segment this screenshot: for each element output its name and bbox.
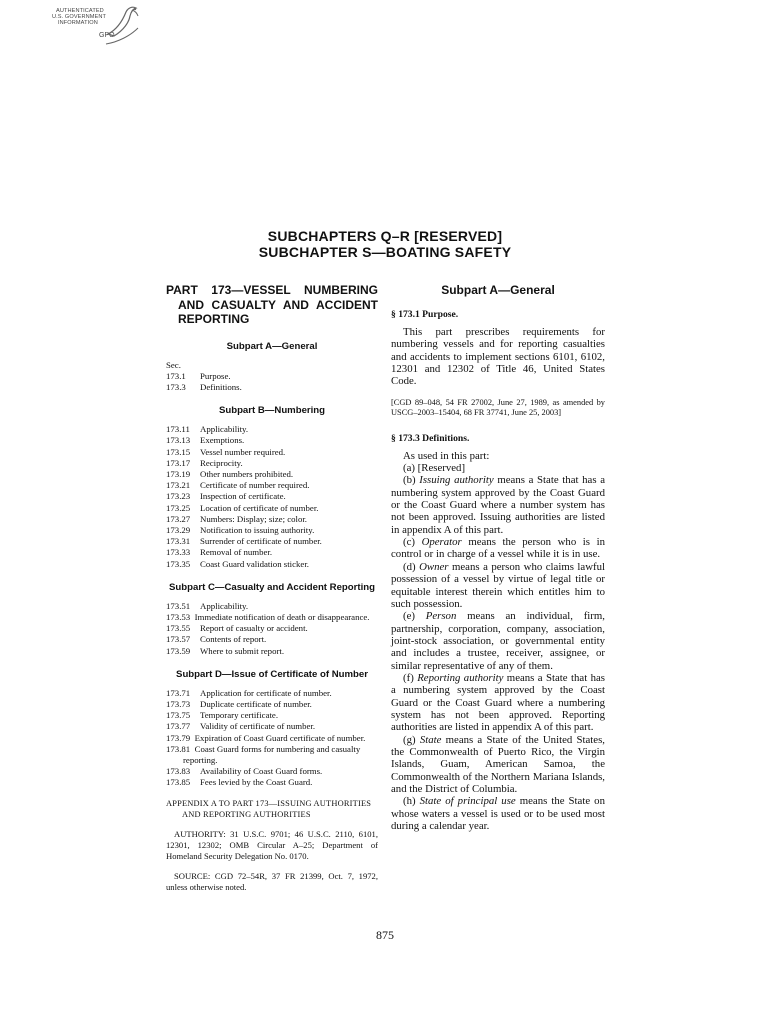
eagle-icon — [102, 4, 142, 46]
seal-line-2: U.S. GOVERNMENT — [52, 14, 107, 20]
toc-item-number: 173.3 — [166, 381, 186, 392]
toc-item — [166, 766, 378, 777]
toc-item-number: 173.53 — [166, 611, 191, 622]
toc-item-text: Temporary certificate. — [200, 710, 279, 721]
source-note: SOURCE: CGD 72–54R, 37 FR 21399, Oct. 7, 1972, unless otherwise noted. — [166, 871, 378, 893]
toc-item-text: Inspection of certificate. — [200, 491, 286, 502]
toc-item-number: 173.29 — [166, 524, 191, 535]
definition-f: (f) Reporting authority means a State that has a numbering system approved by the Coast Guard or the Coast Guard where a numbering system has not been approved. Reporting authorities are listed in appendix A of this part. — [391, 671, 605, 734]
toc-item-text: Fees levied by the Coast Guard. — [200, 777, 313, 788]
toc-item — [166, 514, 378, 525]
toc-item — [166, 744, 378, 766]
toc-item-number: 173.31 — [166, 536, 191, 547]
toc-item-text: Duplicate certificate of number. — [200, 698, 312, 709]
page-number: 875 — [376, 928, 394, 942]
toc-item — [166, 382, 378, 393]
definition-term: State of principal use — [419, 795, 516, 808]
toc-item-number: 173.27 — [166, 513, 191, 524]
toc-subpart-b — [166, 424, 378, 570]
toc-item — [166, 646, 378, 657]
toc-item-number: 173.23 — [166, 491, 191, 502]
toc-item-text: Applicability. — [200, 600, 249, 611]
toc-item-text: Definitions. — [200, 381, 242, 392]
definition-h: (h) State of principal use means the State on whose waters a vessel is used or to be used most during a calendar year. — [391, 795, 605, 833]
toc-item — [166, 688, 378, 699]
toc-item — [166, 491, 378, 502]
toc-item-number: 173.73 — [166, 698, 191, 709]
toc-item-number: 173.83 — [166, 766, 191, 777]
toc-subpart-a — [166, 360, 378, 394]
toc-item-text: Exemptions. — [200, 435, 245, 446]
toc-item — [166, 623, 378, 634]
toc-item — [166, 435, 378, 446]
regulation-text-column — [391, 283, 605, 832]
section-173-1-citation: [CGD 89–048, 54 FR 27002, June 27, 1989, as amended by USCG–2003–15404, 68 FR 37741, June 25, 2003] — [391, 397, 605, 418]
definition-term: Operator — [421, 536, 462, 549]
toc-item-number: 173.11 — [166, 424, 190, 435]
subchapter-heading-boating-safety: SUBCHAPTER S—BOATING SAFETY — [258, 244, 512, 260]
toc-item-number: 173.71 — [166, 687, 191, 698]
toc-item — [166, 559, 378, 570]
toc-item-text: Numbers: Display; size; color. — [200, 513, 308, 524]
toc-item-number: 173.19 — [166, 468, 191, 479]
toc-item-number: 173.57 — [166, 634, 191, 645]
toc-item-number: 173.15 — [166, 446, 191, 457]
toc-item-number: 173.35 — [166, 558, 191, 569]
toc-item-number: 173.85 — [166, 777, 191, 788]
definition-d: (d) Owner means a person who claims lawful possession of a vessel by virtue of legal title or equitable interest therein which entitles him to such possession. — [391, 560, 605, 610]
toc-item-text: Removal of number. — [200, 547, 273, 558]
definition-term: Owner — [419, 560, 449, 573]
toc-item — [166, 458, 378, 469]
toc-subpart-c — [166, 601, 378, 657]
toc-item-number: 173.81 — [166, 743, 191, 754]
definition-term: State — [419, 733, 442, 746]
toc-item-text: Certificate of number required. — [200, 480, 310, 491]
toc-subpart-c-title: Subpart C—Casualty and Accident Reporting — [169, 581, 375, 593]
toc-item — [166, 612, 378, 623]
toc-item-number: 173.77 — [166, 721, 191, 732]
subchapter-headings — [0, 228, 770, 260]
toc-item-number: 173.79 — [166, 732, 191, 743]
toc-item-text: Applicability. — [200, 424, 249, 435]
toc-subpart-b-title: Subpart B—Numbering — [218, 405, 326, 417]
seal-gpo-text: GPO — [99, 32, 115, 39]
toc-appendix-a: APPENDIX A TO PART 173—ISSUING AUTHORITIES AND REPORTING AUTHORITIES — [166, 798, 372, 819]
seal-line-3: INFORMATION — [58, 20, 98, 26]
toc-item — [166, 536, 378, 547]
toc-sec-label: Sec. — [166, 359, 181, 370]
toc-item — [166, 733, 378, 744]
toc-item-number: 173.55 — [166, 623, 191, 634]
toc-item-text: Notification to issuing authority. — [200, 524, 315, 535]
authority-note: AUTHORITY: 31 U.S.C. 9701; 46 U.S.C. 2110, 6101, 12301, 12302; OMB Circular A–25; Department of Homeland Security Delegation No. 0170. — [166, 828, 378, 861]
toc-item-text: Vessel number required. — [200, 446, 286, 457]
toc-item — [166, 469, 378, 480]
toc-item — [166, 547, 378, 558]
toc-subpart-d — [166, 688, 378, 789]
toc-item-number: 173.17 — [166, 457, 191, 468]
toc-subpart-a-title: Subpart A—General — [226, 340, 318, 352]
definition-term: Issuing authority — [419, 474, 494, 487]
section-173-1-heading: § 173.1 Purpose. — [391, 309, 459, 320]
definition-term: Reporting authority — [417, 671, 504, 684]
toc-item-text: Report of casualty or accident. — [200, 623, 308, 634]
section-173-3-heading: § 173.3 Definitions. — [391, 432, 470, 444]
toc-item — [166, 371, 378, 382]
toc-item-text: Contents of report. — [200, 634, 267, 645]
toc-item — [166, 777, 378, 788]
toc-item-text: Purpose. — [200, 370, 231, 381]
toc-item — [166, 699, 378, 710]
definition-e: (e) Person means an individual, firm, partnership, corporation, company, association, joint-stock association, or governmental entity and includes a trustee, receiver, assignee, or similar representative of any of them. — [391, 610, 606, 672]
toc-subpart-d-title: Subpart D—Issue of Certificate of Number — [176, 668, 368, 680]
toc-item-number: 173.13 — [166, 435, 191, 446]
subchapter-heading-reserved: SUBCHAPTERS Q–R [RESERVED] — [267, 228, 503, 244]
definition-term: Person — [425, 610, 457, 623]
toc-item — [166, 424, 378, 435]
toc-item — [166, 601, 378, 612]
toc-item — [166, 503, 378, 514]
toc-item — [166, 480, 378, 491]
gpo-authentication-seal — [52, 4, 144, 46]
toc-item-text: Coast Guard validation sticker. — [200, 558, 309, 569]
part-title: PART 173—VESSEL NUMBERING AND CASUALTY AND ACCIDENT REPORTING — [166, 283, 378, 326]
toc-item — [166, 525, 378, 536]
definitions-intro: As used in this part: — [403, 449, 490, 462]
toc-item — [166, 721, 378, 732]
toc-item — [166, 710, 378, 721]
toc-item-number: 173.75 — [166, 710, 191, 721]
definition-g: (g) State means a State of the United States, the Commonwealth of Puerto Rico, the Virgin Islands, Guam, American Samoa, the Commonwealth of the Northern Mariana Islands, and the District of Columbia. — [391, 733, 605, 795]
definition-b: (b) Issuing authority means a State that has a numbering system approved by the Coast Guard or the Coast Guard where a number system has not been approved. Issuing authorities are listed in appendix A of this part. — [391, 474, 605, 536]
definition-c: (c) Operator means the person who is in control or in charge of a vessel while it is in use. — [391, 536, 605, 561]
toc-item-text: Where to submit report. — [200, 645, 285, 656]
toc-item-number: 173.59 — [166, 645, 191, 656]
section-173-1-text: This part prescribes requirements for numbering vessels and for reporting casualties and accidents to implement sections 6101, 6102, 12301 and 12302 of Title 46, United States Code. — [391, 326, 605, 388]
toc-item-text: Reciprocity. — [200, 457, 243, 468]
toc-item-text: Other numbers prohibited. — [200, 468, 294, 479]
toc-item — [166, 447, 378, 458]
toc-item-number: 173.51 — [166, 600, 191, 611]
table-of-contents-column — [166, 283, 378, 894]
subpart-a-heading: Subpart A—General — [441, 283, 555, 297]
toc-item-number: 173.21 — [166, 480, 191, 491]
toc-item-number: 173.25 — [166, 502, 191, 513]
toc-item-number: 173.1 — [166, 370, 186, 381]
toc-item-text: Validity of certificate of number. — [200, 721, 316, 732]
seal-line-1: AUTHENTICATED — [56, 8, 104, 14]
toc-item-text: Availability of Coast Guard forms. — [200, 766, 323, 777]
toc-item — [166, 634, 378, 645]
toc-item-text: Expiration of Coast Guard certificate of number. — [194, 732, 366, 743]
toc-item-number: 173.33 — [166, 547, 191, 558]
toc-item-text: Location of certificate of number. — [200, 502, 319, 513]
toc-item-text: Surrender of certificate of number. — [200, 536, 322, 547]
toc-item-text: Application for certificate of number. — [200, 687, 332, 698]
toc-item-text: Coast Guard forms for numbering and casualty reporting. — [183, 743, 361, 765]
definition-a: (a) [Reserved] — [403, 462, 466, 475]
toc-item-text: Immediate notification of death or disappearance. — [194, 611, 370, 622]
